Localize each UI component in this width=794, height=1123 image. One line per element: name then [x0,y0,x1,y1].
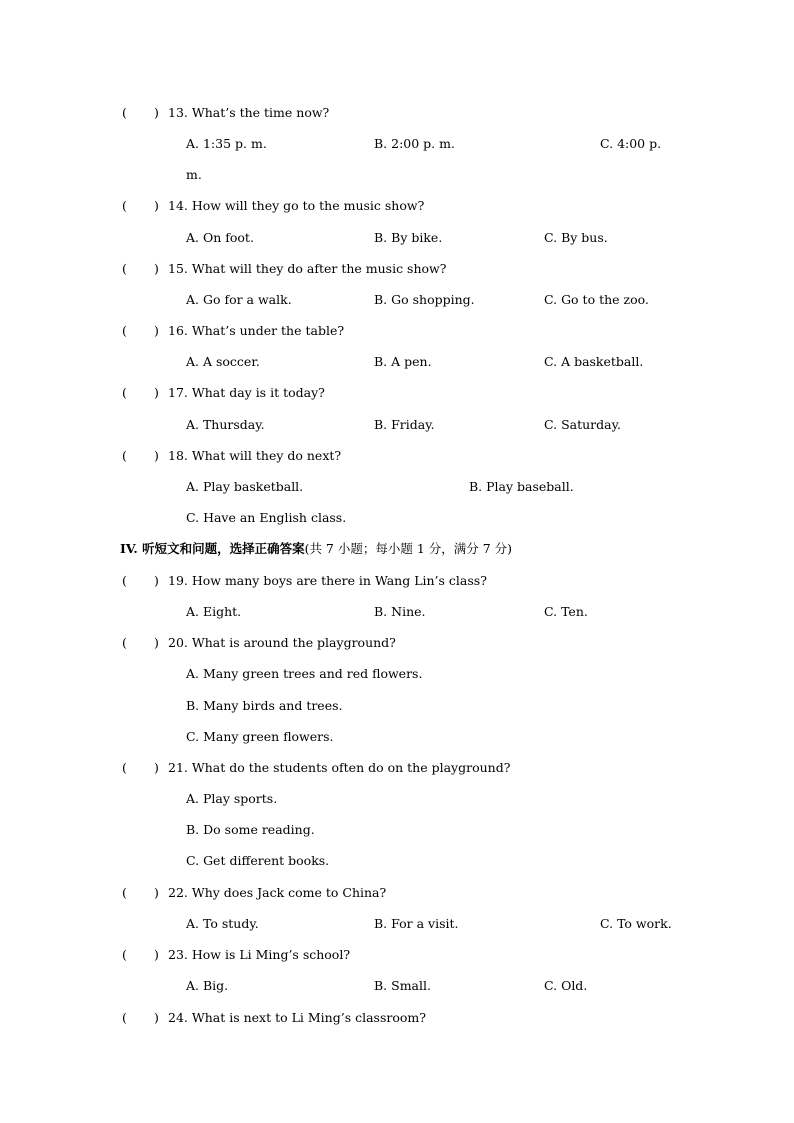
question-text: 17. What day is it today? [168,385,325,400]
answer-paren-open: ( [122,885,127,900]
answer-paren-close: ) [154,635,159,650]
answer-paren-close: ) [154,261,159,276]
option-c: C. By bus. [544,230,608,245]
option-a: A. Many green trees and red flowers. [186,666,423,681]
question-text: 15. What will they do after the music show? [168,261,447,276]
answer-paren-close: ) [154,448,159,463]
option-c: C. Saturday. [544,417,621,432]
answer-paren-close: ) [154,323,159,338]
answer-paren-open: ( [122,760,127,775]
question-text: 19. How many boys are there in Wang Lin’s class? [168,573,487,588]
question-text: 18. What will they do next? [168,448,342,463]
option-b: B. 2:00 p. m. [374,136,455,151]
option-c: C. To work. [600,916,672,931]
question-text: 13. What’s the time now? [168,105,330,120]
option-a: A. Play sports. [186,791,278,806]
option-b: B. Do some reading. [186,822,315,837]
answer-paren-close: ) [154,573,159,588]
option-a: A. Eight. [186,604,242,619]
answer-paren-close: ) [154,760,159,775]
option-a: A. On foot. [186,230,254,245]
option-a: A. Go for a walk. [186,292,292,307]
question-text: 22. Why does Jack come to China? [168,885,387,900]
answer-paren-close: ) [154,105,159,120]
option-b: B. Nine. [374,604,426,619]
question-text: 16. What’s under the table? [168,323,345,338]
option-b: B. Small. [374,978,431,993]
answer-paren-close: ) [154,198,159,213]
answer-paren-open: ( [122,323,127,338]
option-a: A. To study. [186,916,259,931]
option-b: B. By bike. [374,230,443,245]
section-label: IV. 听短文和问题，选择正确答案 [120,541,305,556]
question-text: 14. How will they go to the music show? [168,198,425,213]
answer-paren-open: ( [122,1010,127,1025]
option-a: A. 1:35 p. m. [186,136,267,151]
option-b: B. A pen. [374,354,432,369]
option-c: C. Many green flowers. [186,729,334,744]
question-text: 23. How is Li Ming’s school? [168,947,351,962]
option-b: B. Friday. [374,417,435,432]
answer-paren-open: ( [122,635,127,650]
option-b: B. Many birds and trees. [186,698,343,713]
section-heading [120,541,512,557]
option-c: C. Old. [544,978,588,993]
answer-paren-close: ) [154,1010,159,1025]
option-a: A. Big. [186,978,229,993]
option-c: C. Go to the zoo. [544,292,649,307]
answer-paren-open: ( [122,448,127,463]
question-text: 21. What do the students often do on the playground? [168,760,511,775]
option-c: C. A basketball. [544,354,644,369]
option-c-wrap: m. [186,167,202,182]
option-c: C. Have an English class. [186,510,347,525]
option-a: A. Play basketball. [186,479,304,494]
option-c: C. 4:00 p. [600,136,662,151]
answer-paren-close: ) [154,885,159,900]
answer-paren-close: ) [154,385,159,400]
answer-paren-open: ( [122,261,127,276]
answer-paren-open: ( [122,105,127,120]
option-a: A. A soccer. [186,354,260,369]
option-c: C. Ten. [544,604,588,619]
option-a: A. Thursday. [186,417,265,432]
section-scoring: (共 7 小题；每小题 1 分，满分 7 分) [304,541,513,556]
option-b: B. For a visit. [374,916,459,931]
answer-paren-open: ( [122,385,127,400]
option-c: C. Get different books. [186,853,330,868]
answer-paren-open: ( [122,947,127,962]
option-b: B. Play baseball. [469,479,574,494]
answer-paren-open: ( [122,573,127,588]
answer-paren-close: ) [154,947,159,962]
question-text: 24. What is next to Li Ming’s classroom? [168,1010,426,1025]
question-text: 20. What is around the playground? [168,635,396,650]
answer-paren-open: ( [122,198,127,213]
option-b: B. Go shopping. [374,292,475,307]
